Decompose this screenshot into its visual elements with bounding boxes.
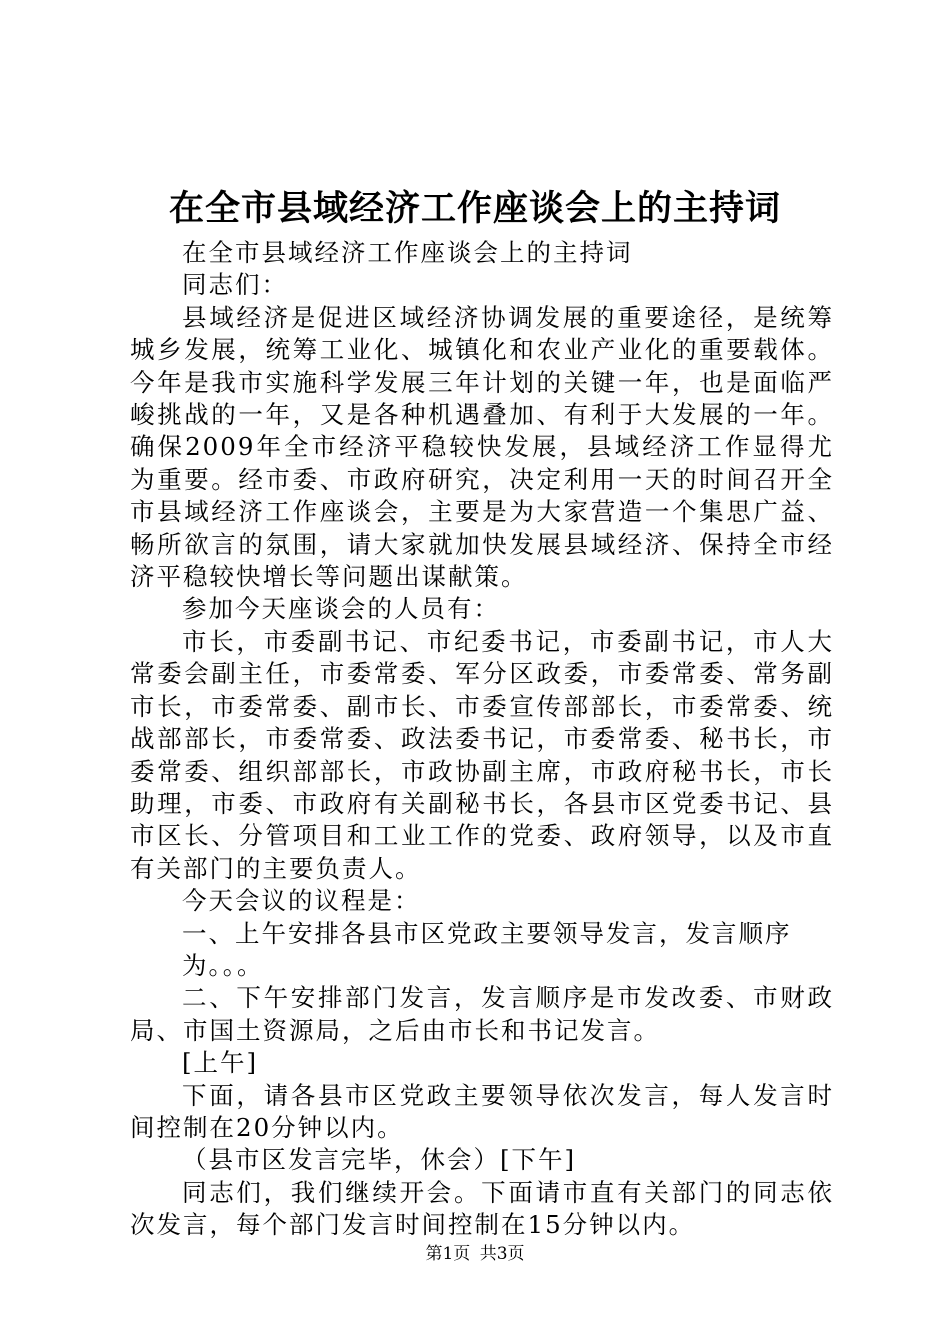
paragraph-attendees-heading: 参加今天座谈会的人员有： (182, 594, 500, 624)
document-body (130, 237, 834, 1242)
paragraph-agenda-item-2: 二、下午安排部门发言，发言顺序是市发改委、市财政局、市国土资源局，之后由市长和书记发言。 (130, 983, 834, 1045)
paragraph-morning-marker: [上午] (182, 1048, 259, 1078)
page-total: 共3页 (479, 1244, 525, 1264)
paragraph-attendees-list: 市长，市委副书记、市纪委书记，市委副书记，市人大常委会副主任，市委常委、军分区政委，市委常委、常务副市长，市委常委、副市长、市委宣传部部长，市委常委、统战部部长，市委常委、政法委书记，市委常委、秘书长，市委常委、组织部部长，市政协副主席，市政府秘书长，市长助理，市委、市政府有关副秘书长，各县市区党委书记、县市区长、分管项目和工业工作的党委、政府领导，以及市直有关部门的主要负责人。 (130, 626, 834, 883)
page-footer (0, 1242, 950, 1266)
paragraph-intro: 县域经济是促进区域经济协调发展的重要途径，是统筹城乡发展，统筹工业化、城镇化和农业产业化的重要载体。今年是我市实施科学发展三年计划的关键一年，也是面临严峻挑战的一年，又是各种机遇叠加、有利于大发展的一年。确保2009年全市经济平稳较快发展，县域经济工作显得尤为重要。经市委、市政府研究，决定利用一天的时间召开全市县域经济工作座谈会，主要是为大家营造一个集思广益、畅所欲言的氛围，请大家就加快发展县域经济、保持全市经济平稳较快增长等问题出谋献策。 (130, 302, 834, 592)
paragraph-salutation: 同志们： (182, 270, 288, 300)
paragraph-subtitle: 在全市县域经济工作座谈会上的主持词 (182, 238, 633, 267)
paragraph-afternoon-speech: 同志们，我们继续开会。下面请市直有关部门的同志依次发言，每个部门发言时间控制在15分钟以内。 (130, 1177, 834, 1240)
paragraph-afternoon-marker: （县市区发言完毕，休会）[下午] (182, 1145, 577, 1175)
document-title: 在全市县域经济工作座谈会上的主持词 (168, 188, 781, 229)
paragraph-agenda-item-1-cont: 为。。。 (182, 950, 264, 980)
paragraph-agenda-heading: 今天会议的议程是： (182, 886, 421, 916)
page-number: 第1页 (425, 1244, 471, 1264)
paragraph-morning-speech: 下面，请各县市区党政主要领导依次发言，每人发言时间控制在20分钟以内。 (130, 1080, 834, 1142)
paragraph-agenda-item-1: 一、上午安排各县市区党政主要领导发言，发言顺序 (182, 918, 792, 948)
